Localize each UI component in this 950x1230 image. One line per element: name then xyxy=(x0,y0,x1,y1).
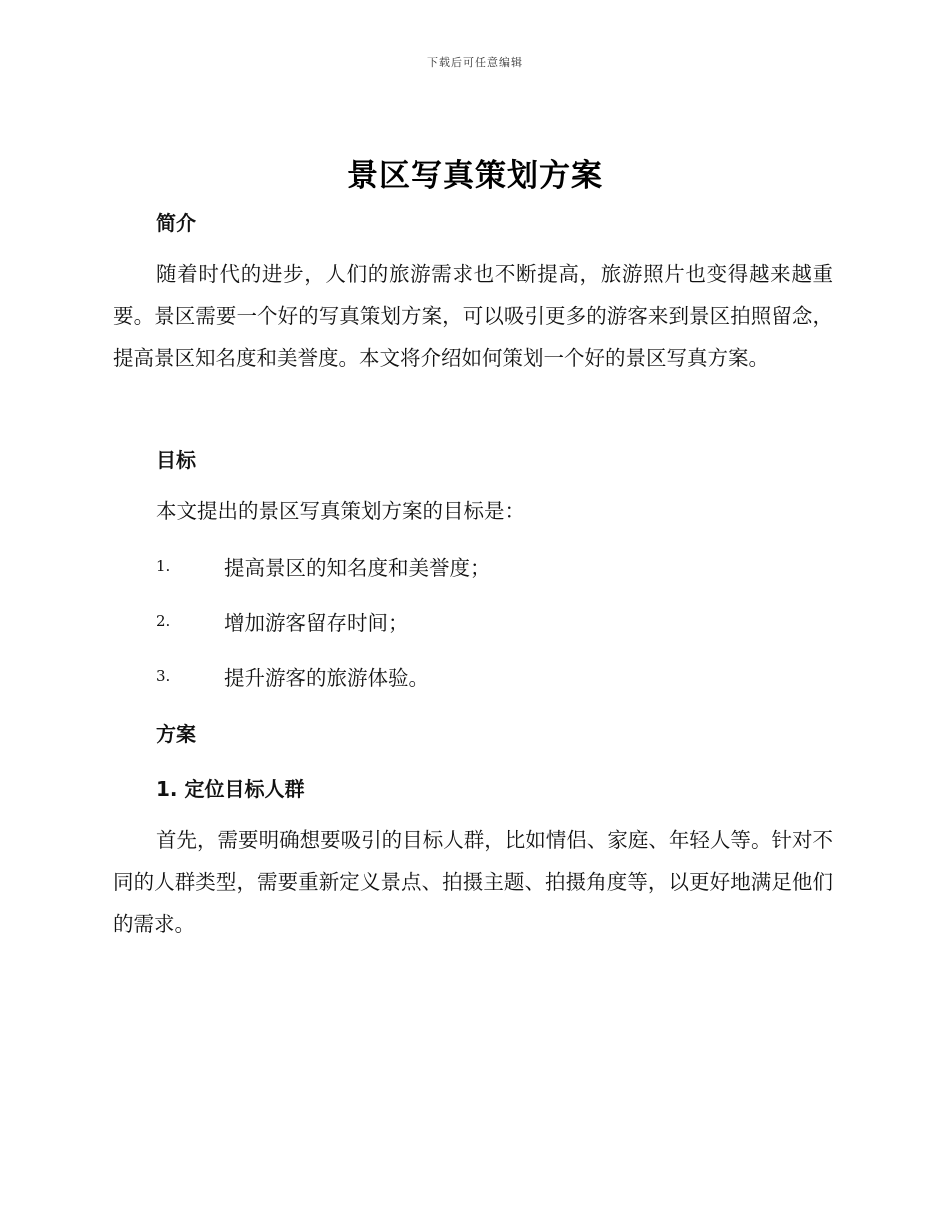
list-item-text: 提升游客的旅游体验。 xyxy=(224,666,429,690)
list-item-text: 提高景区的知名度和美誉度； xyxy=(224,556,491,580)
list-item xyxy=(156,551,491,581)
header-note: 下载后可任意编辑 xyxy=(427,56,523,69)
section-heading-plan: 方案 xyxy=(156,722,196,746)
list-item-number: 2. xyxy=(156,612,171,630)
list-item xyxy=(156,606,409,636)
subsection-heading-target-audience: 1. 定位目标人群 xyxy=(156,777,305,801)
section-heading-intro: 简介 xyxy=(156,211,196,235)
list-item-number: 3. xyxy=(156,667,171,685)
goals-lead-paragraph: 本文提出的景区写真策划方案的目标是： xyxy=(156,499,525,523)
page-title: 景区写真策划方案 xyxy=(347,158,603,194)
section-heading-goals: 目标 xyxy=(156,448,196,472)
list-item xyxy=(156,661,429,691)
list-item-number: 1. xyxy=(156,557,171,575)
list-item-text: 增加游客留存时间； xyxy=(224,611,409,635)
plan-paragraph: 首先，需要明确想要吸引的目标人群，比如情侣、家庭、年轻人等。针对不同的人群类型，需要重新定义景点、拍摄主题、拍摄角度等，以更好地满足他们的需求。 xyxy=(113,828,833,936)
intro-paragraph: 随着时代的进步，人们的旅游需求也不断提高，旅游照片也变得越来越重要。景区需要一个好的写真策划方案，可以吸引更多的游客来到景区拍照留念，提高景区知名度和美誉度。本文将介绍如何策划一个好的景区写真方案。 xyxy=(113,262,833,370)
